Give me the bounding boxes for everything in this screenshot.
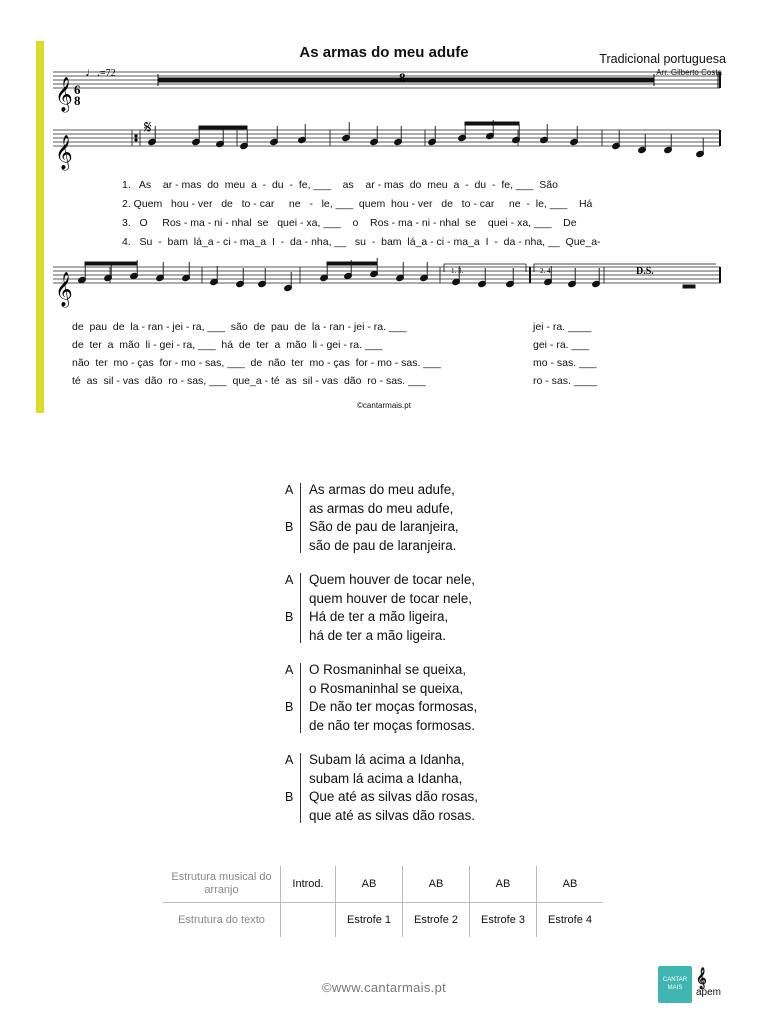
- section-label: B: [285, 790, 294, 804]
- poem-line: [282, 481, 542, 500]
- row-label-text: Estrutura do texto: [163, 903, 281, 938]
- treble-clef-icon: 𝄞: [55, 272, 73, 307]
- section-label: A: [285, 483, 294, 497]
- structure-table: [163, 866, 603, 937]
- lyric-line: 1. As ar - mas do meu a - du - fe, ___ as ar - mas do meu a - du - fe, ___ São: [122, 179, 558, 191]
- poem-line: [282, 518, 542, 537]
- lyric-line: té as sil - vas dão ro - sas, ___ que_a - té as sil - vas dão ro - sas. ___: [72, 375, 426, 387]
- cantarmais-logo-icon: CANTAR MAIS: [658, 966, 692, 1003]
- poem-line-text: são de pau de laranjeira.: [309, 537, 457, 553]
- poem-line: [282, 608, 542, 627]
- lyric-line-ending: mo - sas. ___: [533, 357, 597, 369]
- cell: [281, 903, 336, 938]
- segno-icon: 𝄋: [144, 117, 152, 138]
- poem-line-text: subam lá acima a Idanha,: [309, 770, 463, 786]
- poem-line-text: Que até as silvas dão rosas,: [309, 789, 478, 804]
- repeat-dot: [135, 135, 137, 137]
- lyric-line: de ter a mão li - gei - ra, ___ há de ter a mão li - gei - ra. ___: [72, 339, 383, 351]
- lyric-line: 3. O Ros - ma - ni - nhal se quei - xa, ___ o Ros - ma - ni - nhal se quei - xa, ___ De: [122, 217, 577, 229]
- lyric-line: 2. Quem hou - ver de to - car ne - le, ___ quem hou - ver de to - car ne - le, ___ Há: [122, 198, 593, 210]
- row-label-music: Estrutura musical do arranjo: [163, 866, 281, 903]
- cell: Estrofe 3: [470, 903, 537, 938]
- cell: Estrofe 1: [336, 903, 403, 938]
- poem-line: [282, 717, 542, 736]
- poem-line: [282, 537, 542, 556]
- cell: Estrofe 4: [537, 903, 604, 938]
- section-label: B: [285, 520, 294, 534]
- score-copyright: ©cantarmais.pt: [357, 401, 411, 410]
- lyric-line-ending: gei - ra. ___: [533, 339, 590, 351]
- apem-logo-icon: 𝄞 apem: [696, 968, 722, 998]
- volta-1-label: 1. 3.: [451, 267, 464, 275]
- poem-line-text: O Rosmaninhal se queixa,: [309, 662, 467, 677]
- section-label: B: [285, 610, 294, 624]
- beam: [327, 262, 377, 265]
- song-title: As armas do meu adufe: [299, 44, 469, 61]
- poem-stanza: [282, 661, 542, 735]
- poem-line: [282, 770, 542, 789]
- poem-line-text: quem houver de tocar nele,: [309, 590, 473, 606]
- poem-line: [282, 807, 542, 826]
- poem-line-text: as armas do meu adufe,: [309, 500, 454, 516]
- poem-line-text: Quem houver de tocar nele,: [309, 572, 475, 587]
- poem-line: [282, 698, 542, 717]
- beam: [465, 122, 519, 125]
- footer-copyright: ©www.cantarmais.pt: [321, 980, 447, 995]
- lyric-line-ending: ro - sas. ____: [533, 375, 598, 387]
- lyric-line: não ter mo - ças for - mo - sas, ___ de não ter mo - ças for - mo - sas. ___: [72, 357, 441, 369]
- lyric-line: de pau de la - ran - jei - ra, ___ são de pau de la - ran - jei - ra. ___: [72, 321, 407, 333]
- staff-lines: [53, 72, 720, 283]
- lyric-line: 4. Su - bam lá_a - ci - ma_a I - da - nha, __ su - bam lá_a - ci - ma_a I - da - nha, __ Que_a-: [122, 236, 601, 248]
- cell: AB: [537, 866, 604, 903]
- poem-line-text: o Rosmaninhal se queixa,: [309, 680, 464, 696]
- cell: AB: [403, 866, 470, 903]
- time-sig-top: 6: [74, 82, 81, 97]
- poem-line-text: De não ter moças formosas,: [309, 699, 478, 714]
- poem-line-text: Há de ter a mão ligeira,: [309, 609, 449, 624]
- tempo-marking: ♩.=72: [85, 65, 116, 79]
- section-label: A: [285, 663, 294, 677]
- poem-stanza: [282, 481, 542, 555]
- poem-line-text: que até as silvas dão rosas.: [309, 807, 475, 823]
- poem-line: [282, 751, 542, 770]
- poem-line: [282, 627, 542, 646]
- poem-line-text: São de pau de laranjeira,: [309, 519, 459, 534]
- treble-clef-icon: 𝄞: [55, 77, 73, 112]
- section-label: A: [285, 753, 294, 767]
- volta-2-label: 2. 4.: [540, 267, 553, 275]
- cell: AB: [470, 866, 537, 903]
- poem-line: [282, 680, 542, 699]
- composer: Tradicional portuguesa: [599, 52, 726, 66]
- treble-clef-icon: 𝄞: [55, 135, 73, 170]
- poem-stanza: [282, 571, 542, 645]
- cell: AB: [336, 866, 403, 903]
- poem-line: [282, 500, 542, 519]
- section-label: A: [285, 573, 294, 587]
- cell: Introd.: [281, 866, 336, 903]
- lyric-line-ending: jei - ra. ____: [533, 321, 592, 333]
- repeat-dot: [135, 139, 137, 141]
- poem-line-text: de não ter moças formosas.: [309, 717, 475, 733]
- poem-text: [282, 481, 542, 841]
- whole-rest: [683, 285, 695, 288]
- multi-rest-count: 8: [399, 70, 406, 85]
- poem-line: [282, 788, 542, 807]
- arranger: Arr. Gilberto Costa: [656, 68, 722, 77]
- poem-line: [282, 590, 542, 609]
- dal-segno: D.S.: [636, 266, 654, 277]
- beam: [85, 262, 137, 265]
- poem-line-text: Subam lá acima a Idanha,: [309, 752, 465, 767]
- poem-stanza: [282, 751, 542, 825]
- poem-line: [282, 571, 542, 590]
- section-label: B: [285, 700, 294, 714]
- time-sig-bottom: 8: [74, 93, 81, 108]
- poem-line: [282, 661, 542, 680]
- multi-rest-bar: [158, 78, 654, 82]
- poem-line-text: há de ter a mão ligeira.: [309, 627, 446, 643]
- beam: [199, 126, 247, 129]
- poem-line-text: As armas do meu adufe,: [309, 482, 455, 497]
- cell: Estrofe 2: [403, 903, 470, 938]
